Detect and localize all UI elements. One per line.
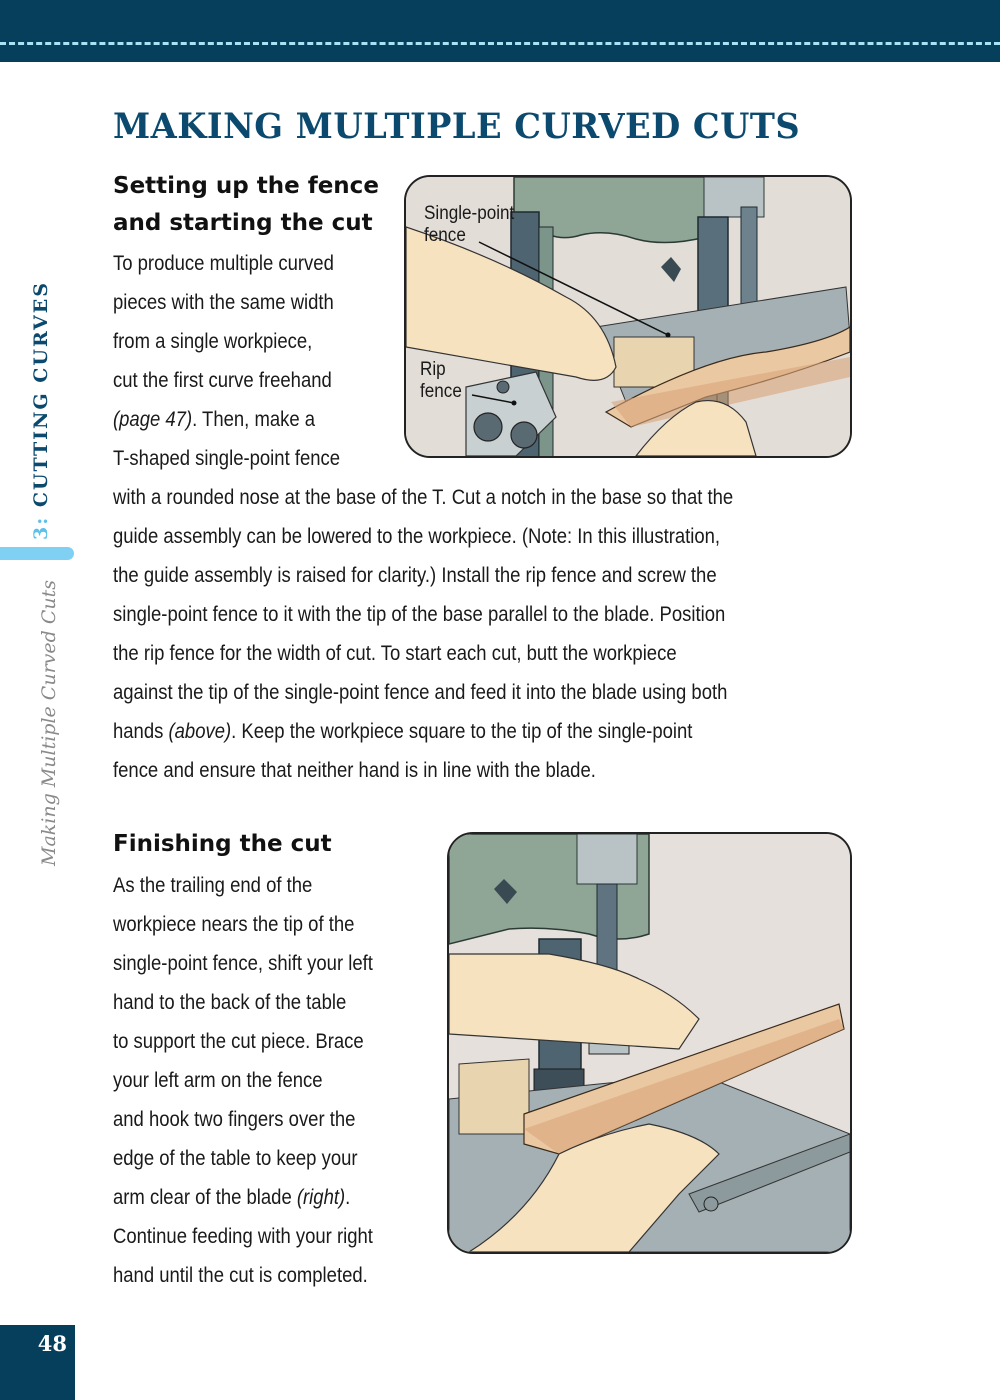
body-line: and hook two fingers over the — [113, 1108, 356, 1131]
page-header-bar — [0, 0, 1000, 62]
chapter-number: 3: — [30, 515, 52, 540]
figure-reference: (above) — [168, 720, 232, 743]
section-title: Making Multiple Curved Cuts — [38, 580, 60, 867]
body-line: pieces with the same width — [113, 291, 334, 314]
body-line: against the tip of the single-point fence and feed it into the blade using both — [113, 681, 728, 704]
body-line: single-point fence, shift your left — [113, 952, 373, 975]
callout-single-point-fence — [424, 203, 514, 247]
body-line: Continue feeding with your right — [113, 1225, 373, 1248]
page-number-box — [0, 1325, 75, 1400]
body-fragment: . Keep the workpiece square to the tip of the single-point — [231, 720, 693, 743]
section-heading-finishing — [113, 826, 332, 863]
body-line: As the trailing end of the — [113, 874, 313, 897]
section-label — [38, 580, 66, 880]
body-line — [113, 1178, 373, 1217]
heading-line: Setting up the fence — [113, 173, 379, 199]
body-line: from a single workpiece, — [113, 330, 313, 353]
illustration-finishing-cut — [447, 832, 852, 1254]
body-line — [113, 712, 733, 751]
body-line: guide assembly can be lowered to the workpiece. (Note: In this illustration, — [113, 525, 721, 548]
callout-line: fence — [424, 225, 466, 246]
body-fragment: . Then, make a — [192, 408, 316, 431]
section-heading-setting-up — [113, 168, 379, 242]
body-line: fence and ensure that neither hand is in line with the blade. — [113, 759, 596, 782]
body-fragment: arm clear of the blade — [113, 1186, 297, 1209]
stitch-divider — [0, 42, 1000, 45]
body-line: edge of the table to keep your — [113, 1147, 358, 1170]
body-line: hand until the cut is completed. — [113, 1264, 368, 1287]
callout-line: Single-point — [424, 203, 515, 224]
figure-reference: (right) — [296, 1186, 346, 1209]
body-line: cut the first curve freehand — [113, 369, 332, 392]
body-line: with a rounded nose at the base of the T. Cut a notch in the base so that the — [113, 486, 734, 509]
chapter-tab-marker — [0, 547, 74, 560]
body-line: workpiece nears the tip of the — [113, 913, 355, 936]
page-reference: (page 47) — [113, 408, 193, 431]
callout-line: fence — [420, 381, 462, 402]
chapter-title: CUTTING CURVES — [30, 281, 52, 508]
body-line: To produce multiple curved — [113, 252, 334, 275]
illustration-setting-up-fence — [404, 175, 852, 458]
page-number: 48 — [37, 1331, 67, 1356]
callout-line: Rip — [420, 359, 446, 380]
body-line: T-shaped single-point fence — [113, 447, 341, 470]
heading-line: Finishing the cut — [113, 831, 332, 857]
section-body-finishing — [113, 866, 373, 1295]
body-line: hand to the back of the table — [113, 991, 347, 1014]
page-title: MAKING MULTIPLE CURVED CUTS — [113, 106, 801, 147]
body-line: to support the cut piece. Brace — [113, 1030, 364, 1053]
chapter-label — [30, 260, 70, 540]
body-line: your left arm on the fence — [113, 1069, 323, 1092]
body-fragment: . — [345, 1186, 351, 1209]
body-line: the guide assembly is raised for clarity.) Install the rip fence and screw the — [113, 564, 717, 587]
body-line: single-point fence to it with the tip of the base parallel to the blade. Position — [113, 603, 726, 626]
heading-line: and starting the cut — [113, 210, 373, 236]
callout-rip-fence — [420, 359, 462, 403]
body-fragment: hands — [113, 720, 169, 743]
body-line: the rip fence for the width of cut. To start each cut, butt the workpiece — [113, 642, 677, 665]
chapter-side-tab — [0, 260, 80, 900]
band-saw-illustration — [449, 834, 850, 1252]
